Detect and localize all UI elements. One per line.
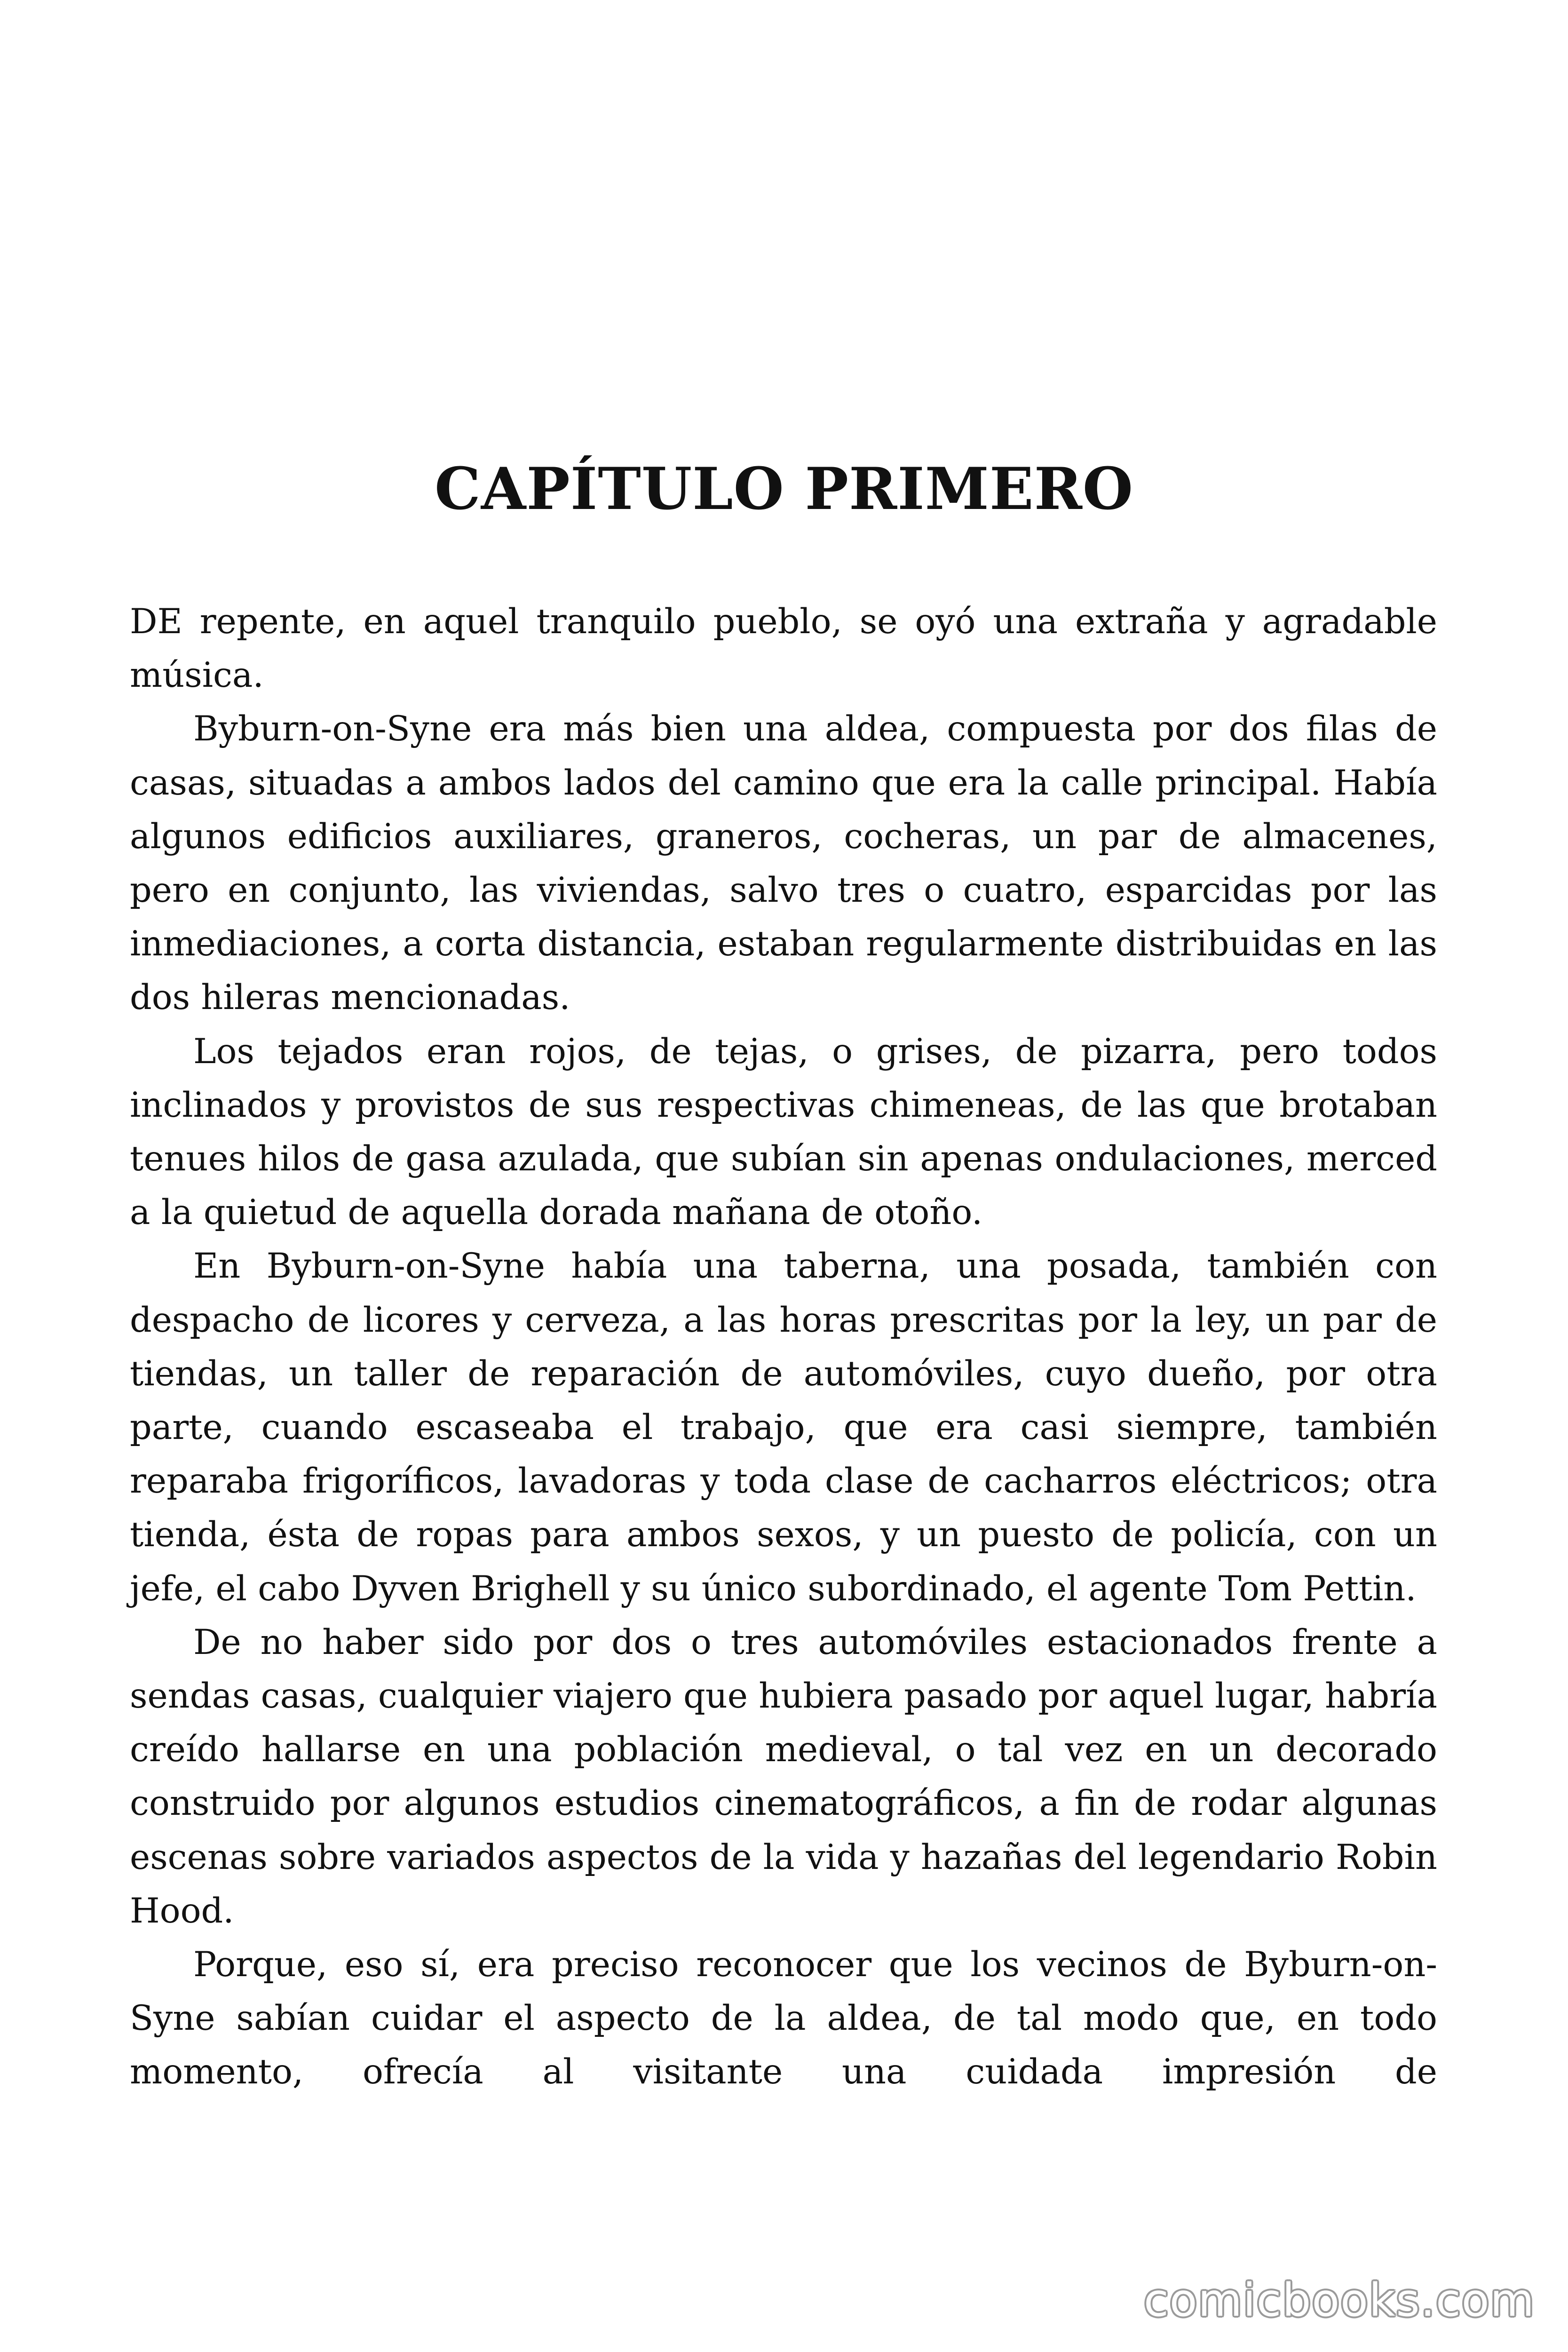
paragraph: De no haber sido por dos o tres automóviles estacionados frente a sendas casas, cualquier viajero que hubiera pasado por aquel lugar, habría creído hallarse en una población medieval, o tal vez en un decorado construido por algunos estudios cinematográficos, a fin de rodar algunas escenas sobre variados aspectos de la vida y hazañas del legendario Robin Hood.: [130, 1622, 1437, 1931]
paragraph: En Byburn-on-Syne había una taberna, una posada, también con despacho de licores y cerveza, a las horas prescritas por la ley, un par de tiendas, un taller de reparación de automóviles, cuyo dueño, por otra parte, cuando escaseaba el trabajo, que era casi siempre, también reparaba frigoríficos, lavadoras y toda clase de cacharros eléctricos; otra tienda, ésta de ropas para ambos sexos, y un puesto de policía, con un jefe, el cabo Dyven Brighell y su único subordinado, el agente Tom Pettin.: [130, 1246, 1437, 1609]
paragraph: Porque, eso sí, era preciso reconocer que los vecinos de Byburn-on-Syne sabían cuidar el aspecto de la aldea, de tal modo que, en todo momento, ofrecía al visitante una cuidada impresión de: [130, 1945, 1437, 2092]
chapter-body: [130, 595, 1437, 2099]
chapter-title: CAPÍTULO PRIMERO: [434, 455, 1134, 523]
paragraph: Los tejados eran rojos, de tejas, o grises, de pizarra, pero todos inclinados y provistos de sus respectivas chimeneas, de las que brotaban tenues hilos de gasa azulada, que subían sin apenas ondulaciones, merced a la quietud de aquella dorada mañana de otoño.: [130, 1031, 1437, 1233]
paragraph: DE repente, en aquel tranquilo pueblo, se oyó una extraña y agradable música.: [130, 602, 1437, 696]
watermark-logo: comicbooks.com: [1143, 2274, 1535, 2327]
paragraph: Byburn-on-Syne era más bien una aldea, compuesta por dos filas de casas, situadas a ambos lados del camino que era la calle principal. Había algunos edificios auxiliares, graneros, cocheras, un par de almacenes, pero en conjunto, las viviendas, salvo tres o cuatro, esparcidas por las inmediaciones, a corta distancia, estaban regularmente distribuidas en las dos hileras mencionadas.: [130, 709, 1437, 1018]
